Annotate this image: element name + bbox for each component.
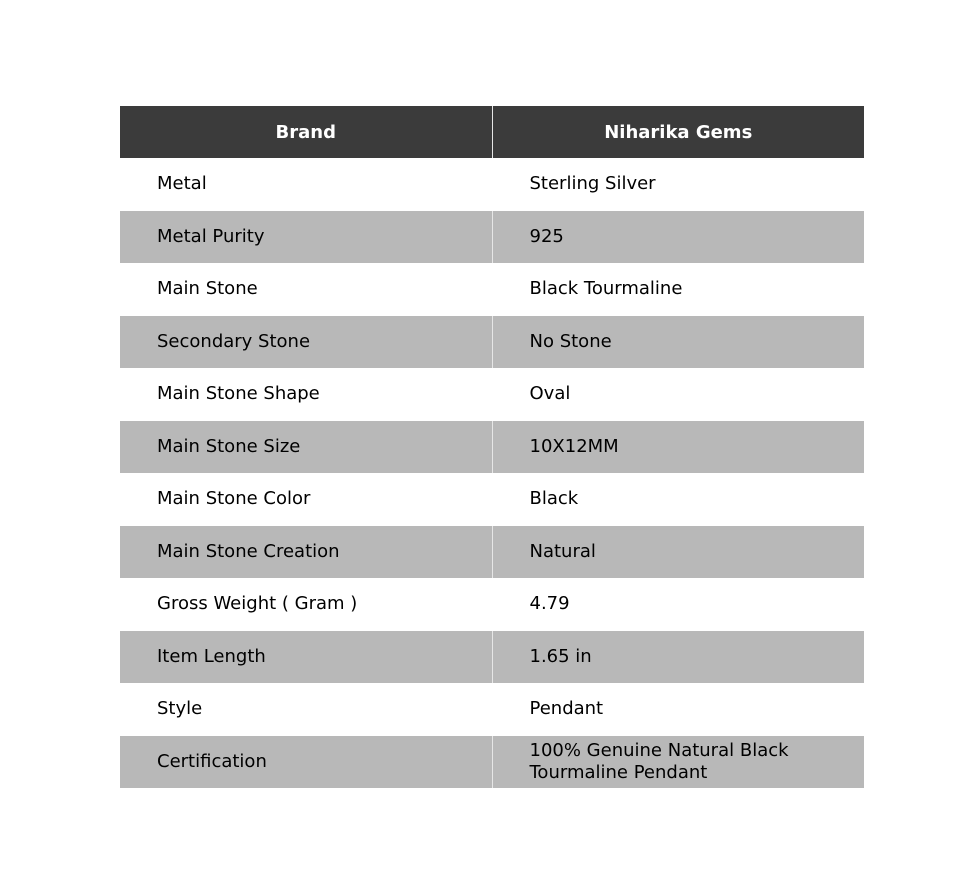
header-brand-label: Brand bbox=[120, 106, 492, 158]
table-row bbox=[120, 368, 864, 421]
spec-value: Black bbox=[492, 473, 864, 526]
table-row bbox=[120, 211, 864, 264]
spec-value: Natural bbox=[492, 526, 864, 579]
table-row bbox=[120, 473, 864, 526]
spec-label: Style bbox=[120, 683, 492, 736]
spec-label: Metal Purity bbox=[120, 211, 492, 264]
header-brand-value: Niharika Gems bbox=[492, 106, 864, 158]
spec-label: Certification bbox=[120, 736, 492, 789]
table-row bbox=[120, 421, 864, 474]
table-row bbox=[120, 631, 864, 684]
spec-label: Item Length bbox=[120, 631, 492, 684]
product-spec-table bbox=[120, 106, 864, 788]
spec-label: Metal bbox=[120, 158, 492, 211]
spec-value-cell bbox=[492, 736, 864, 789]
table-row bbox=[120, 158, 864, 211]
table-row bbox=[120, 263, 864, 316]
spec-value: 1.65 in bbox=[492, 631, 864, 684]
spec-value: 10X12MM bbox=[492, 421, 864, 474]
spec-value: 100% Genuine Natural Black Tourmaline Pendant bbox=[529, 739, 789, 783]
spec-value: 925 bbox=[492, 211, 864, 264]
table-row bbox=[120, 683, 864, 736]
table-row bbox=[120, 578, 864, 631]
spec-label: Main Stone Color bbox=[120, 473, 492, 526]
spec-label: Secondary Stone bbox=[120, 316, 492, 369]
table-row bbox=[120, 526, 864, 579]
spec-label: Main Stone Size bbox=[120, 421, 492, 474]
spec-value: Pendant bbox=[492, 683, 864, 736]
spec-label: Gross Weight ( Gram ) bbox=[120, 578, 492, 631]
spec-value: Sterling Silver bbox=[492, 158, 864, 211]
spec-value: Black Tourmaline bbox=[492, 263, 864, 316]
table-row bbox=[120, 736, 864, 789]
spec-value: 4.79 bbox=[492, 578, 864, 631]
table-header-row bbox=[120, 106, 864, 158]
spec-label: Main Stone Creation bbox=[120, 526, 492, 579]
table-row bbox=[120, 316, 864, 369]
spec-label: Main Stone Shape bbox=[120, 368, 492, 421]
spec-value: No Stone bbox=[492, 316, 864, 369]
spec-value: Oval bbox=[492, 368, 864, 421]
spec-label: Main Stone bbox=[120, 263, 492, 316]
